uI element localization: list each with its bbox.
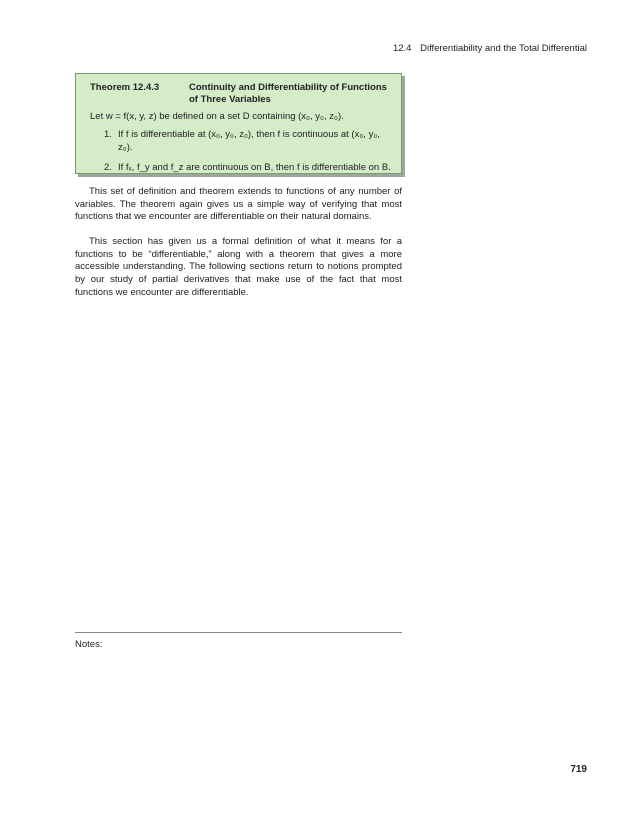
theorem-intro: Let w = f(x, y, z) be defined on a set D containing (x₀, y₀, z₀). — [90, 111, 344, 122]
notes-divider — [75, 632, 402, 633]
theorem-heading — [90, 82, 391, 106]
theorem-item-number: 2. — [104, 162, 112, 173]
page-number: 719 — [570, 764, 587, 775]
theorem-item-text: If f is differentiable at (x₀, y₀, z₀), then f is continuous at (x₀, y₀, z₀). — [118, 129, 380, 153]
theorem-item-text: If fₓ, f_y and f_z are continuous on B, then f is differentiable on B. — [118, 162, 391, 173]
notes-label: Notes: — [75, 639, 103, 650]
theorem-item-number: 1. — [104, 129, 112, 140]
theorem-item — [104, 161, 391, 174]
section-number: 12.4 — [392, 43, 412, 54]
running-head — [0, 43, 587, 54]
theorem-title: Continuity and Differentiability of Functions of Three Variables — [189, 82, 387, 105]
theorem-list — [90, 128, 391, 174]
section-title: Differentiability and the Total Differential — [420, 43, 587, 54]
theorem-box — [75, 73, 402, 174]
body-paragraph: This set of definition and theorem extends to functions of any number of variables. The theorem again gives us a simple way of verifying that most functions that we encounter are differentiable on their natural domains. — [75, 186, 402, 223]
theorem-item — [104, 128, 391, 154]
body-text — [75, 186, 402, 312]
theorem-label: Theorem 12.4.3 — [90, 82, 160, 93]
body-paragraph: This section has given us a formal definition of what it means for a functions to be “differentiable,” along with a theorem that gives a more accessible understanding. The following sections return to notions prompted by our study of partial derivatives that make use of the fact that most functions we encounter are differentiable. — [75, 236, 402, 298]
